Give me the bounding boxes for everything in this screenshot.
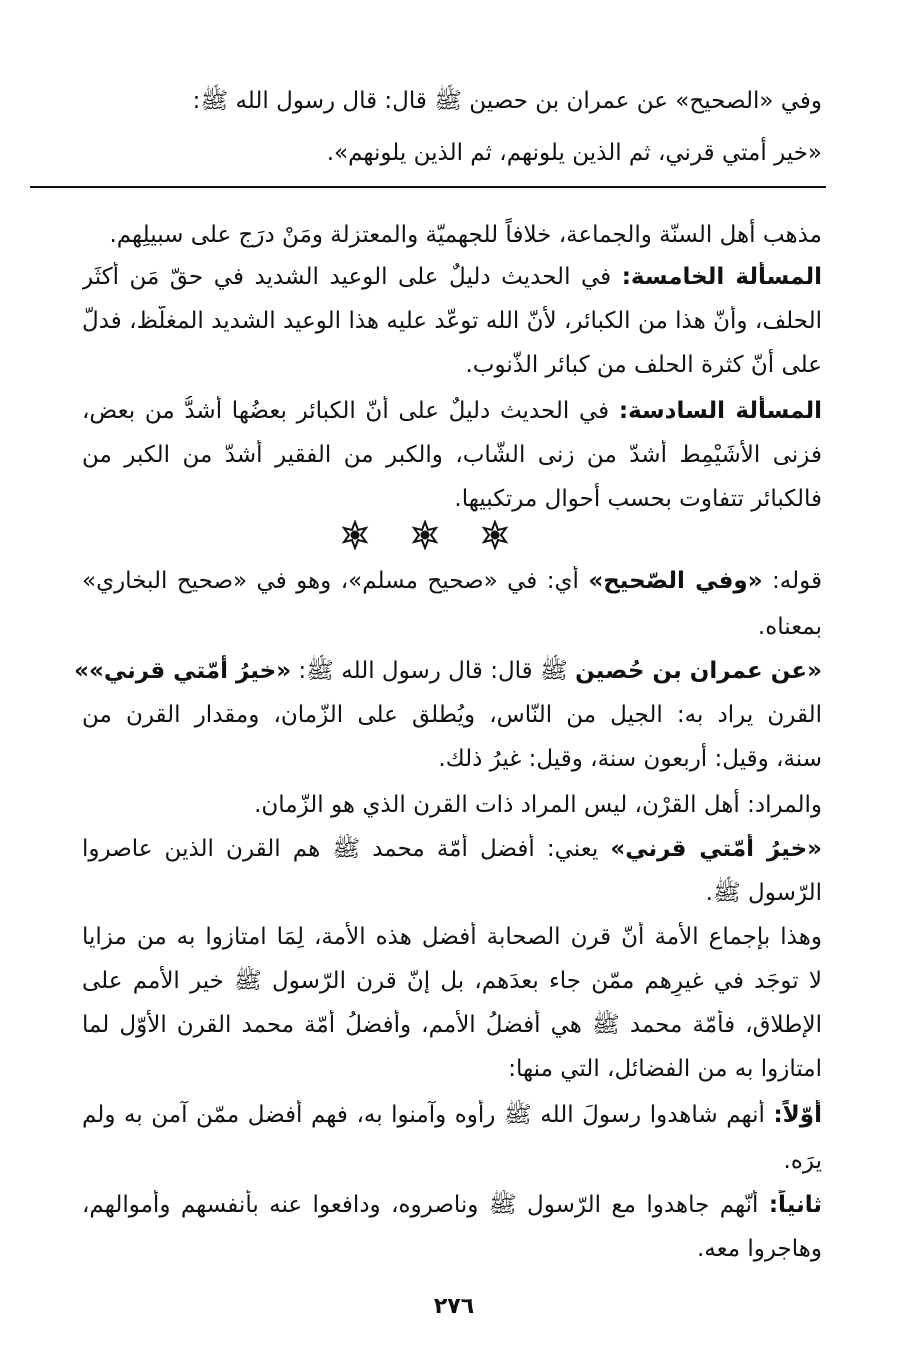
commentary-line-2: بمعناه. bbox=[757, 614, 822, 640]
point-first-line-1: أوّلاً: أنهم شاهدوا رسولَ الله ﷺ رأوه وآمنوا به، فهم أفضل ممّن آمن به ولم bbox=[82, 1102, 822, 1128]
star-ornament-icon bbox=[480, 520, 510, 550]
issue-six-heading: المسألة السادسة: bbox=[618, 398, 822, 424]
separator-rule bbox=[30, 186, 826, 188]
section-divider-ornament bbox=[340, 520, 510, 550]
consensus-line-1: وهذا بإجماع الأمة أنّ قرن الصحابة أفضل هذه الأمة، لِمَا امتازوا به من مزايا bbox=[82, 924, 822, 950]
issue-six-line-2: فزنى الأُشَيْمِط أشدّ من زنى الشّاب، والكبر من الفقير أشدّ من الكبر من bbox=[82, 442, 822, 468]
paragraph-madhab: مذهب أهل السنّة والجماعة، خلافاً للجهميّة والمعتزلة ومَنْ درَج على سبيلِهم. bbox=[109, 222, 822, 248]
commentary-line-1: قوله: «وفي الصّحيح» أي: في «صحيح مسلم»، وهو في «صحيح البخاري» bbox=[82, 568, 822, 594]
qarn-definition-line-2: سنة، وقيل: أربعون سنة، وقيل: غيرُ ذلك. bbox=[438, 746, 822, 772]
point-first-line-2: يرَه. bbox=[783, 1148, 822, 1174]
issue-five-heading: المسألة الخامسة: bbox=[621, 264, 822, 290]
issue-six-line-1: المسألة السادسة: في الحديث دليلٌ على أنّ الكبائر بعضُها أشدُّ من بعض، bbox=[82, 398, 822, 424]
hadith-quote-line: «عن عمران بن حُصين ﷺ قال: قال رسول الله ﷺ: «خيرُ أمّتي قرني»» bbox=[74, 658, 822, 684]
issue-six-line-3: فالكبائر تتفاوت بحسب أحوال مرتكبيها. bbox=[454, 486, 822, 512]
issue-five-line-1: المسألة الخامسة: في الحديث دليلٌ على الوعيد الشديد في حقّ مَن أكثَر bbox=[82, 264, 822, 290]
star-ornament-icon bbox=[340, 520, 370, 550]
best-generation-line-1: «خيرُ أمّتي قرني» يعني: أفضل أمّة محمد ﷺ هم القرن الذين عاصروا bbox=[82, 836, 822, 862]
qarn-definition-line-1: القرن يراد به: الجيل من النّاس، ويُطلق على الزّمان، ومقدار القرن من bbox=[82, 702, 822, 728]
page-number: ٢٧٦ bbox=[433, 1294, 475, 1319]
best-generation-line-2: الرّسول ﷺ. bbox=[705, 880, 822, 906]
issue-five-line-3: على أنّ كثرة الحلف من كبائر الذّنوب. bbox=[465, 352, 822, 378]
consensus-line-2: لا توجَد في غيرِهم ممّن جاء بعدَهم، بل إنّ قرن الرّسول ﷺ خير الأمم على bbox=[82, 968, 822, 994]
point-second-line-2: وهاجروا معه. bbox=[696, 1236, 822, 1262]
issue-five-line-2: الحلف، وأنّ هذا من الكبائر، لأنّ الله توعّد عليه هذا الوعيد الشديد المغلّظ، فدلّ bbox=[82, 308, 822, 334]
star-ornament-icon bbox=[410, 520, 440, 550]
point-second-line-1: ثانياً: أنّهم جاهدوا مع الرّسول ﷺ وناصروه، ودافعوا عنه بأنفسهم وأموالهم، bbox=[82, 1192, 822, 1218]
footnote-line-2: «خير أمتي قرني، ثم الذين يلونهم، ثم الذين يلونهم». bbox=[326, 140, 822, 166]
footnote-line-1: وفي «الصحيح» عن عمران بن حصين ﷺ قال: قال رسول الله ﷺ: bbox=[192, 88, 822, 114]
consensus-line-4: امتازوا به من الفضائل، التي منها: bbox=[508, 1056, 822, 1082]
qarn-meaning-line: والمراد: أهل القرْن، ليس المراد ذات القرن الذي هو الزّمان. bbox=[254, 792, 822, 818]
consensus-line-3: الإطلاق، فأمّة محمد ﷺ هي أفضلُ الأمم، وأفضلُ أمّة محمد القرن الأوّل لما bbox=[82, 1012, 822, 1038]
